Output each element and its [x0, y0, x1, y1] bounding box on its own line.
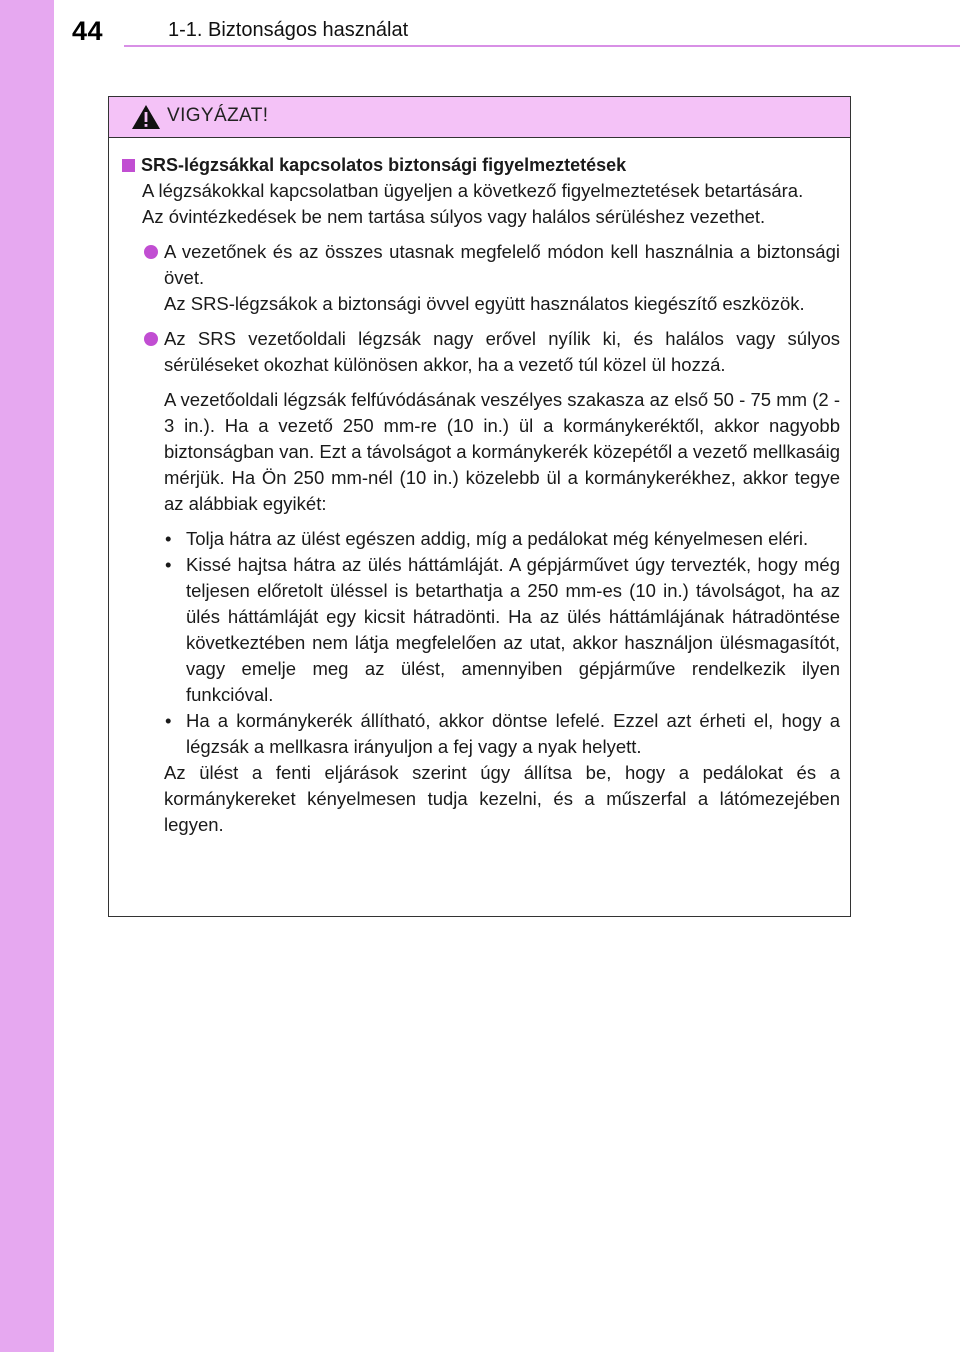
sub-item [119, 526, 840, 552]
warning-triangle-icon [131, 104, 161, 130]
bullet-line: Az SRS vezetőoldali légzsák nagy erővel nyílik ki, és halálos vagy súlyos sérüléseket okozhat különösen akkor, ha a vezető túl közel ül hozzá. [164, 328, 840, 375]
warning-header [109, 97, 850, 138]
round-bullet-icon [144, 332, 158, 346]
warning-heading-text: SRS-légzsákkal kapcsolatos biztonsági figyelmeztetések [141, 155, 627, 175]
page-number: 44 [72, 16, 104, 46]
warning-box [108, 96, 851, 917]
header-rule [124, 45, 960, 47]
sub-item-text: Ha a kormánykerék állítható, akkor döntse lefelé. Ezzel azt érheti el, hogy a légzsák a mellkasra irányuljon a fej vagy a nyak helyett. [186, 710, 840, 757]
detail-paragraph: A vezetőoldali légzsák felfúvódásának veszélyes szakasza az első 50 - 75 mm (2 - 3 in.). Ha a vezető 250 mm-re (10 in.) ül a kormánykeréktől, akkor nagyobb biztonságban van. Ezt a távolságot a kormánykerék közepétől a vezető mellkasáig mérjük. Ha Ön 250 mm-nél (10 in.) közelebb ül a kormánykerékhez, akkor tegye az alábbiak egyikét: [164, 389, 840, 514]
section-title: 1-1. Biztonságos használat [168, 19, 409, 41]
round-bullet-icon [144, 245, 158, 259]
bullet-item-driver-airbag [119, 326, 840, 378]
intro-line-2: Az óvintézkedések be nem tartása súlyos vagy halálos sérüléshez vezethet. [142, 206, 766, 227]
bullet-line: Az SRS-légzsákok a biztonsági övvel együtt használatos kiegészítő eszközök. [164, 293, 805, 314]
sub-item [119, 708, 840, 760]
warning-body [109, 138, 850, 838]
sub-item-text: Tolja hátra az ülést egészen addig, míg a pedálokat még kényelmesen eléri. [186, 528, 809, 549]
intro-line-1: A légzsákokkal kapcsolatban ügyeljen a következő figyelmeztetések betartására. [142, 180, 804, 201]
side-color-strip [0, 0, 54, 1352]
warning-heading [119, 152, 840, 178]
sub-item-marker: • [165, 710, 172, 731]
sub-item-text: Kissé hajtsa hátra az ülés háttámláját. A gépjárművet úgy tervezték, hogy még teljesen előretolt üléssel is betarthatja a 250 mm-es (10 in.) távolságot, ha az ülés háttámláját egy kicsit hátradönti. Ha az ülés háttámlájának hátradöntése következtében nem látja megfelelően az utat, akkor használjon ülésmagasítót, vagy emelje meg az ülést, amennyiben gépjárműve rendelkezik ilyen funkcióval. [186, 554, 840, 705]
bullet-item-seatbelt [119, 239, 840, 317]
bullet-line: A vezetőnek és az összes utasnak megfelelő módon kell használnia a biztonsági övet. [164, 241, 840, 288]
sub-item-marker: • [165, 554, 172, 575]
square-bullet-icon [122, 159, 135, 172]
sub-item-marker: • [165, 528, 172, 549]
warning-label: VIGYÁZAT! [167, 105, 269, 126]
closing-paragraph: Az ülést a fenti eljárások szerint úgy állítsa be, hogy a pedálokat és a kormánykereket kényelmesen tudja kezelni, és a műszerfal a látómezejében legyen. [164, 762, 840, 835]
sub-item [119, 552, 840, 708]
